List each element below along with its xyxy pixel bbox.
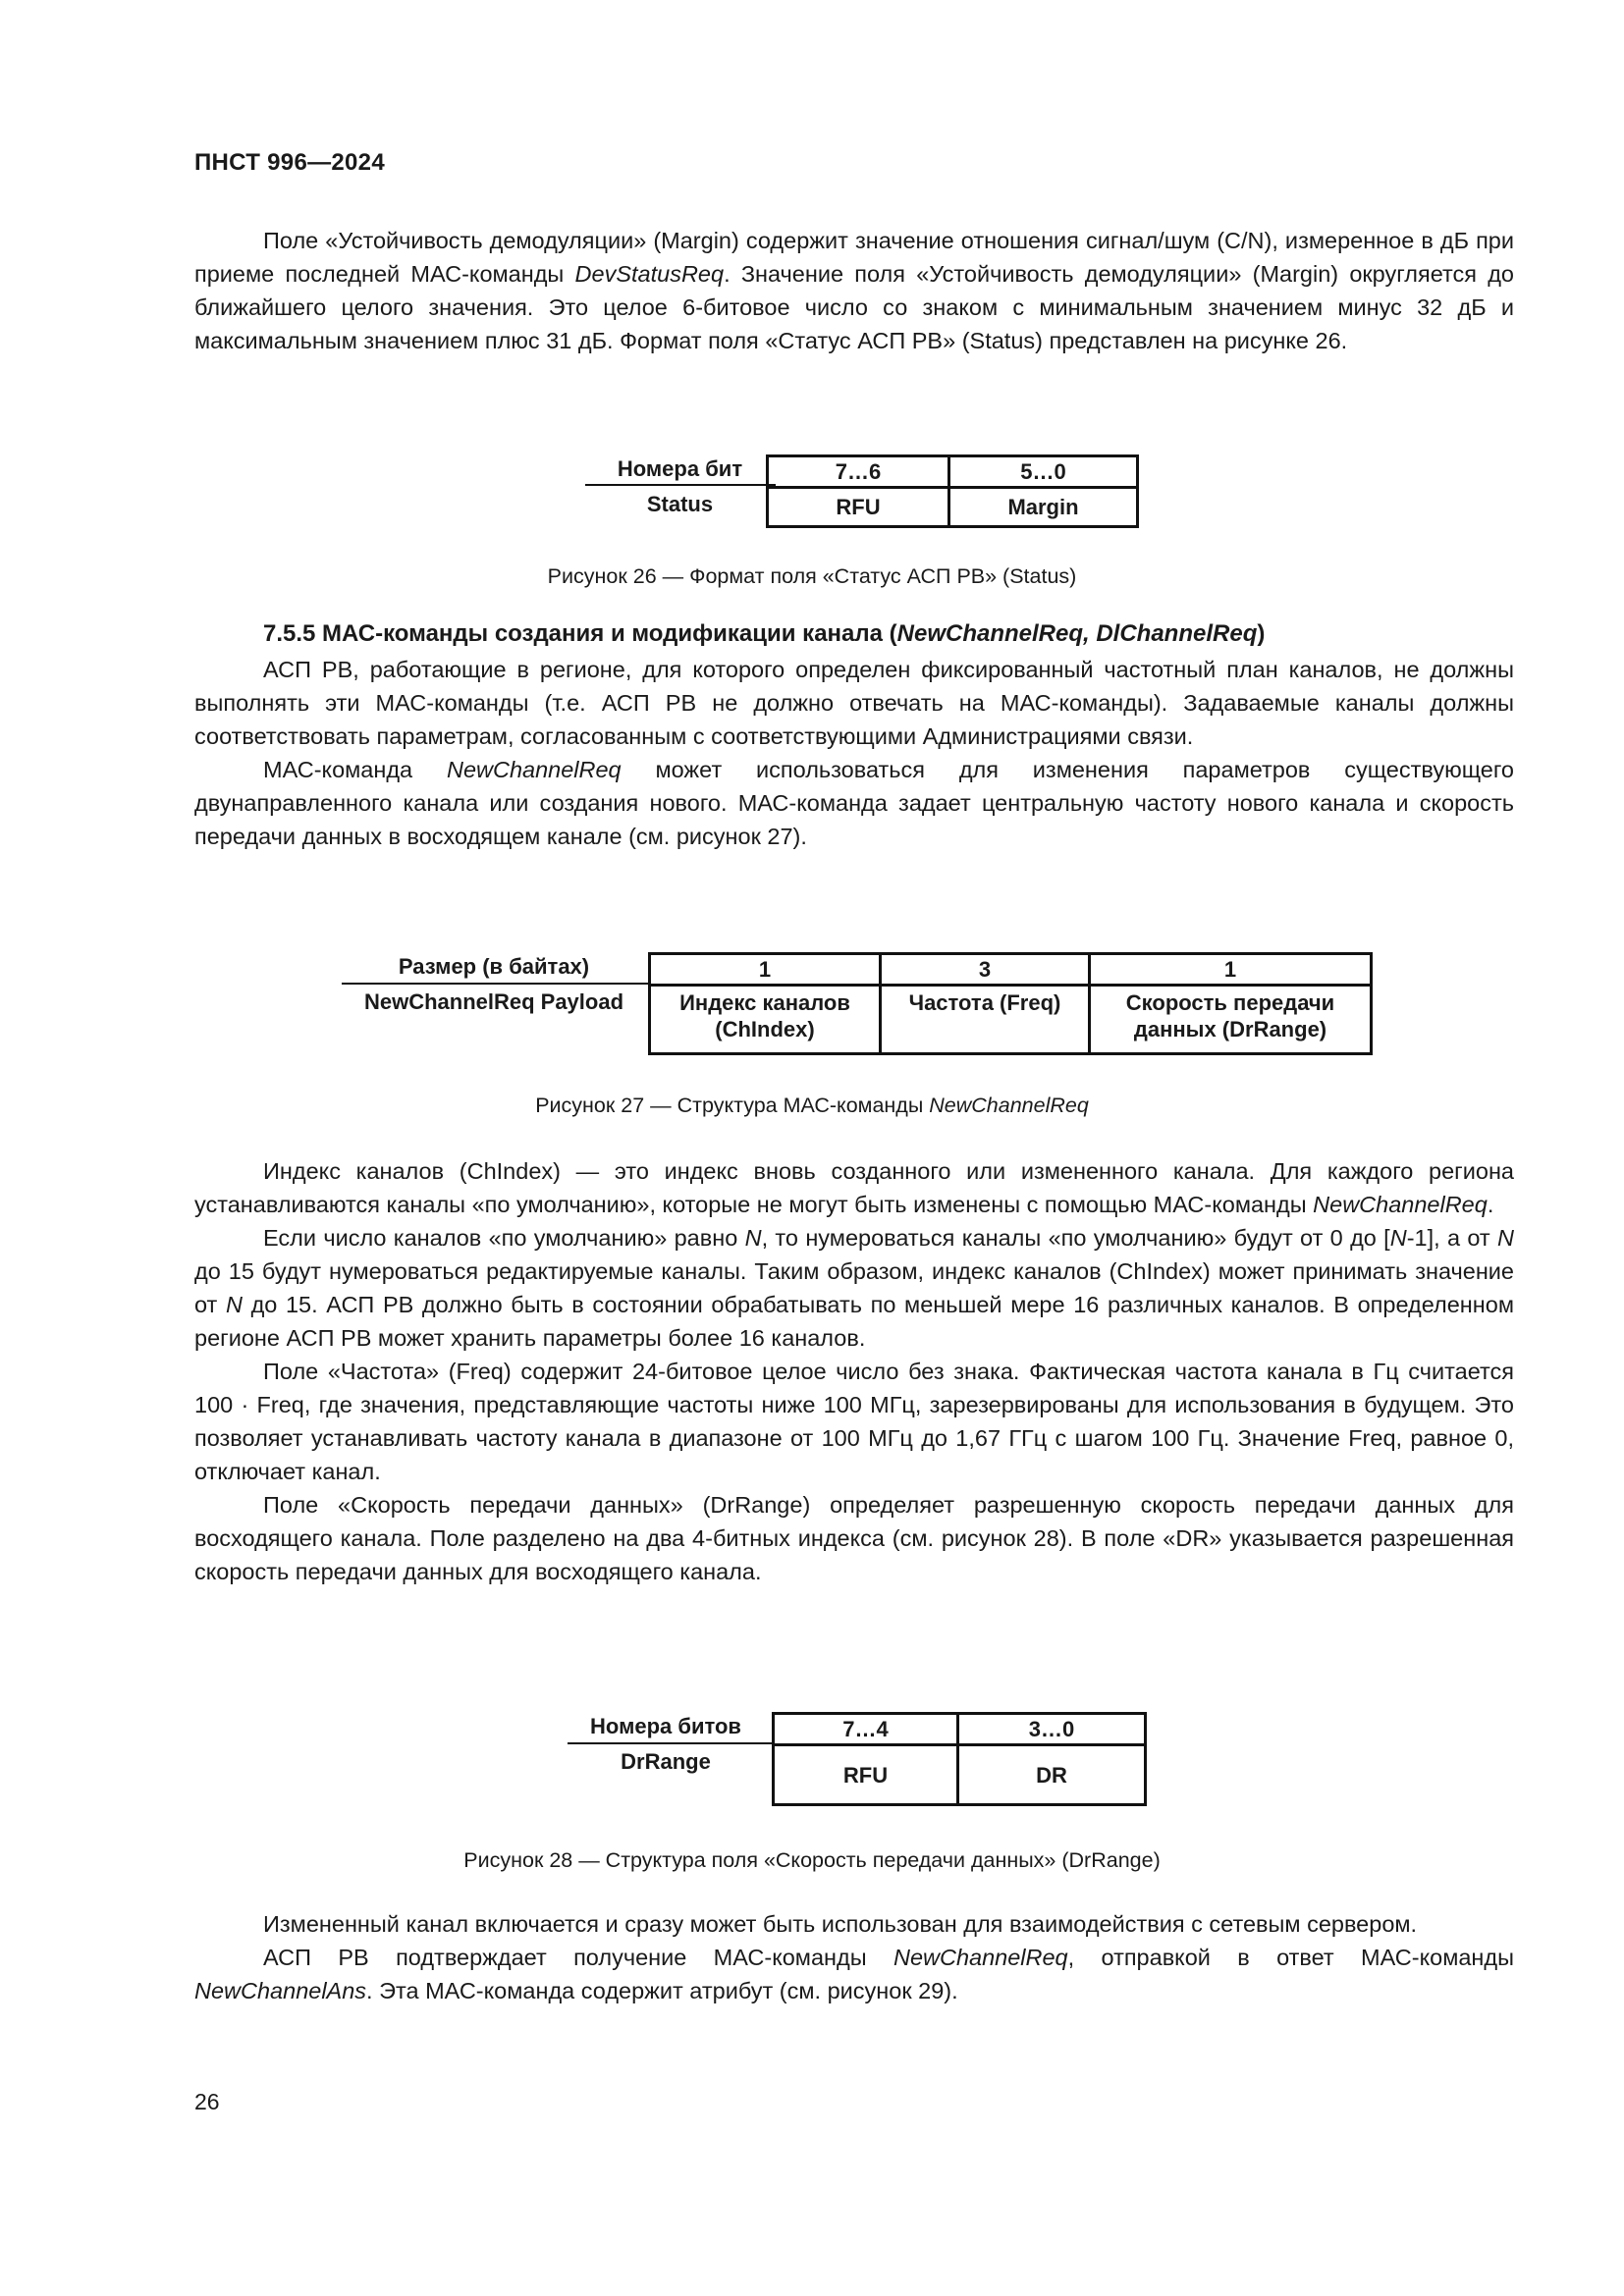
heading-text: 7.5.5 МАС-команды создания и модификации канала ( [263, 620, 897, 647]
text-run: Индекс каналов (ChIndex) — это индекс вновь созданного или измененного канала. Для каждого региона устанавливаются каналы «по умолчанию», которые не могут быть изменены с помощью МАС-команды [194, 1158, 1514, 1217]
emphasis-text: NewChannelAns [194, 1978, 367, 2003]
text-run: может использоваться для изменения параметров существующего двунаправленного канала или создания нового. МАС-команда задает центральную частоту нового канала и скорость передачи данных в восходящем канале (см. рисунок 27). [194, 757, 1514, 849]
heading-emphasis: NewChannelReq, DlChannelReq [896, 620, 1258, 647]
text-run: Если число каналов «по умолчанию» равно [263, 1225, 745, 1251]
figure-27-field-drrange [1091, 989, 1370, 1042]
figure-27-caption [0, 1094, 1624, 1118]
variable-n: N [744, 1225, 762, 1251]
figure-28-col2-value: DR [1036, 1763, 1067, 1788]
figure-27-field-chindex [651, 989, 879, 1042]
emphasis-text: NewChannelReq [1313, 1192, 1488, 1217]
figure-27-size-2: 3 [978, 957, 992, 982]
emphasis-text: DevStatusReq [574, 261, 725, 287]
text-run: -1], а от [1406, 1225, 1498, 1251]
figure-27-row1-label: Размер (в байтах) [398, 954, 590, 979]
field-line: Скорость передачи [1125, 990, 1335, 1015]
paragraph-freq: Поле «Частота» (Freq) содержит 24-битовое целое число без знака. Фактическая частота канала в Гц считается 100 · Freq, где значения, представляющие частоты ниже 100 МГц, зарезервированы для использования в будущем. Это позволяет устанавливать частоту канала в диапазоне от 100 МГц до 1,67 ГГц с шагом 100 Гц. Значение Freq, равное 0, отключает канал. [194, 1359, 1514, 1484]
figure-28-label-divider [568, 1742, 774, 1744]
figure-26-col1-header: 7…6 [835, 459, 882, 484]
text-run: . Значение поля «Устойчивость демодуляции» (Margin) округляется до ближайшего целого значения. Это целое 6-битовое число со знаком с минимальным значением минус 32 дБ и максимальным значением плюс 31 дБ. Формат поля «Статус АСП РВ» (Status) представлен на рисунке 26. [194, 261, 1514, 353]
figure-26-label-divider [585, 484, 776, 486]
figure-26-status-format [569, 454, 1139, 528]
paragraph-newchannelans [194, 1941, 1514, 2007]
field-line: (ChIndex) [715, 1017, 815, 1041]
figure-26-col1-value: RFU [836, 495, 881, 519]
page-number: 26 [194, 2089, 220, 2114]
text-run: . Эта МАС-команда содержит атрибут (см. рисунок 29). [366, 1978, 958, 2003]
section-body-3 [194, 1907, 1514, 2007]
text-run: , то нумероваться каналы «по умолчанию» будут от 0 до [ [761, 1225, 1390, 1251]
figure-28-caption: Рисунок 28 — Структура поля «Скорость передачи данных» (DrRange) [463, 1848, 1161, 1872]
variable-n: N [1389, 1225, 1407, 1251]
heading-end: ) [1257, 620, 1266, 647]
document-header: ПНСТ 996—2024 [194, 149, 385, 176]
figure-27-size-3: 1 [1223, 957, 1237, 982]
figure-26-caption: Рисунок 26 — Формат поля «Статус АСП РВ» (Status) [547, 564, 1077, 588]
figure-26-col2-header: 5…0 [1020, 459, 1066, 484]
emphasis-text: NewChannelReq [446, 757, 622, 782]
section-heading-7-5-5 [263, 620, 1265, 648]
caption-text: Рисунок 27 — Структура МАС-команды [535, 1094, 930, 1117]
figure-28-row-divider [772, 1743, 1147, 1746]
field-line: данных (DrRange) [1133, 1017, 1327, 1041]
figure-27-field-freq: Частота (Freq) [908, 990, 1061, 1015]
figure-27-size-1: 1 [758, 957, 772, 982]
text-run: до 15 будут нумероваться редактируемые каналы. Таким образом, индекс каналов (ChIndex) может принимать значение от [194, 1258, 1514, 1317]
variable-n: N [225, 1292, 243, 1317]
figure-28-col1-value: RFU [842, 1763, 889, 1788]
field-line: Индекс каналов [679, 990, 850, 1015]
paragraph-drrange: Поле «Скорость передачи данных» (DrRange) определяет разрешенную скорость передачи данных для восходящего канала. Поле разделено на два 4-битных индекса (см. рисунок 28). В поле «DR» указывается разрешенная скорость передачи данных для восходящего канала. [194, 1492, 1514, 1584]
figure-28-col2-header: 3…0 [1028, 1717, 1075, 1741]
figure-27-row2-label: NewChannelReq Payload [363, 989, 624, 1014]
text-run: до 15. АСП РВ должно быть в состоянии обрабатывать по меньшей мере 16 различных каналов. В определенном регионе АСП РВ может хранить параметры более 16 каналов. [194, 1292, 1514, 1351]
text-run: . [1487, 1192, 1494, 1217]
emphasis-text: NewChannelReq [893, 1945, 1068, 1970]
text-run: , отправкой в ответ МАС-команды [1067, 1945, 1514, 1970]
caption-emphasis: NewChannelReq [929, 1094, 1089, 1117]
section-body-2 [194, 1154, 1514, 1588]
text-run: АСП РВ подтверждает получение МАС-команды [263, 1945, 893, 1970]
figure-27-newchannelreq-structure [342, 952, 1373, 1055]
figure-28-drrange-structure [568, 1712, 1147, 1806]
paragraph-fixed-plan: АСП РВ, работающие в регионе, для которого определен фиксированный частотный план каналов, не должны выполнять эти МАС-команды (т.е. АСП РВ не должно отвечать на МАС-команды). Задаваемые каналы должны соответствовать параметрам, согласованным с соответствующими Администрациями связи. [194, 657, 1514, 749]
figure-26-col2-value: Margin [1007, 495, 1079, 519]
paragraph-chindex [194, 1154, 1514, 1221]
section-body-1 [194, 653, 1514, 853]
paragraph-newchannelreq-usage [194, 753, 1514, 853]
figure-27-label-divider [342, 983, 651, 985]
variable-n: N [1497, 1225, 1514, 1251]
figure-28-col1-header: 7…4 [842, 1717, 889, 1741]
paragraph-margin-description [194, 224, 1514, 357]
figure-26-row-divider [766, 486, 1139, 489]
figure-26-row2-label: Status [646, 492, 714, 516]
text-run: МАС-команда [263, 757, 447, 782]
figure-28-row1-label: Номера битов [590, 1714, 741, 1738]
figure-26-row1-label: Номера бит [617, 456, 743, 481]
paragraph-channel-enabled: Измененный канал включается и сразу может быть использован для взаимодействия с сетевым сервером. [263, 1911, 1418, 1937]
text-run: Поле «Устойчивость демодуляции» (Margin) содержит значение отношения сигнал/шум (C/N), измеренное в дБ при приеме последней МАС-команды [194, 228, 1514, 287]
paragraph-default-channels [194, 1221, 1514, 1355]
figure-27-row-divider [648, 984, 1373, 987]
figure-28-row2-label: DrRange [621, 1749, 711, 1774]
